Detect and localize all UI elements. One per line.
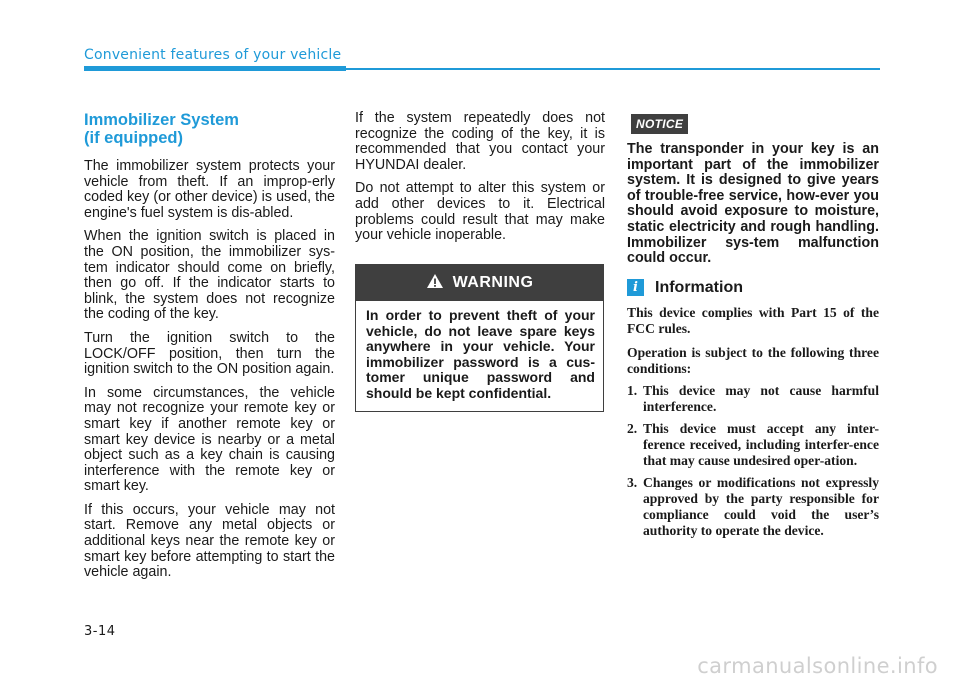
list-item [627, 421, 879, 469]
column-3 [627, 111, 879, 539]
info-icon: i [627, 279, 644, 296]
section-heading-line1: Immobilizer System [84, 111, 239, 129]
list-item-number: 1. [627, 382, 638, 398]
list-item-text: This device must accept any inter-ference received, including interfer-ence that may cause undesired oper-ation. [643, 420, 879, 468]
paragraph: The immobilizer system protects your vehicle from theft. If an improp-erly coded key (or other device) is used, the engine's fuel system is dis-abled. [84, 158, 335, 221]
list-item-text: Changes or modifications not expressly approved by the party responsible for compliance could void the user’s authority to operate the device. [643, 474, 879, 538]
paragraph: When the ignition switch is placed in the ON position, the immobilizer sys-tem indicator should come on briefly, then go off. If the indicator starts to blink, the system does not recognize the coding of the key. [84, 228, 335, 323]
list-item-number: 2. [627, 420, 638, 436]
warning-triangle-icon [426, 273, 444, 294]
warning-box [355, 264, 604, 412]
paragraph: Do not attempt to alter this system or add other devices to it. Electrical problems could result that may make your vehicle inoperable. [355, 180, 605, 244]
list-item-number: 3. [627, 474, 638, 490]
paragraph: If this occurs, your vehicle may not start. Remove any metal objects or additional keys near the remote key or smart key before attempting to start the vehicle again. [84, 501, 335, 581]
section-header-title: Convenient features of your vehicle [84, 47, 342, 63]
notice-text: The transponder in your key is an important part of the immobilizer system. It is designed to give years of trouble-free service, how-ever you should avoid exposure to moisture, static electricity and rough handling. Immobilizer sys-tem malfunction could occur. [627, 141, 879, 267]
information-title: Information [655, 278, 743, 296]
column-1 [84, 111, 335, 589]
paragraph: Turn the ignition switch to the LOCK/OFF position, then turn the ignition switch to the ON position again. [84, 329, 335, 378]
paragraph: If the system repeatedly does not recognize the coding of the key, it is recommended that you contact your HYUNDAI dealer. [355, 110, 605, 173]
header-rule-thin [346, 68, 880, 70]
section-heading [84, 111, 335, 147]
information-heading [627, 279, 879, 297]
column-2 [355, 111, 605, 252]
paragraph: In some circumstances, the vehicle may not recognize your remote key or smart key if another remote key or smart key device is nearby or a metal object such as a key chain is causing interference with the remote key or smart key. [84, 384, 335, 495]
header-rule-thick [84, 66, 346, 71]
warning-text: In order to prevent theft of your vehicle, do not leave spare keys anywhere in your vehicle. Your immobilizer password is a cus-tomer unique password and should be kept confidential. [366, 307, 595, 401]
watermark: carmanualsonline.info [697, 654, 938, 678]
section-heading-line2: (if equipped) [84, 129, 183, 147]
info-paragraph: This device complies with Part 15 of the FCC rules. [627, 304, 879, 336]
page-number: 3-14 [84, 624, 116, 639]
warning-label: WARNING [452, 274, 534, 291]
warning-header [356, 265, 603, 301]
notice-badge: NOTICE [631, 114, 688, 134]
info-paragraph: Operation is subject to the following three conditions: [627, 344, 879, 376]
list-item [627, 383, 879, 415]
list-item [627, 475, 879, 539]
list-item-text: This device may not cause harmful interference. [643, 382, 879, 414]
